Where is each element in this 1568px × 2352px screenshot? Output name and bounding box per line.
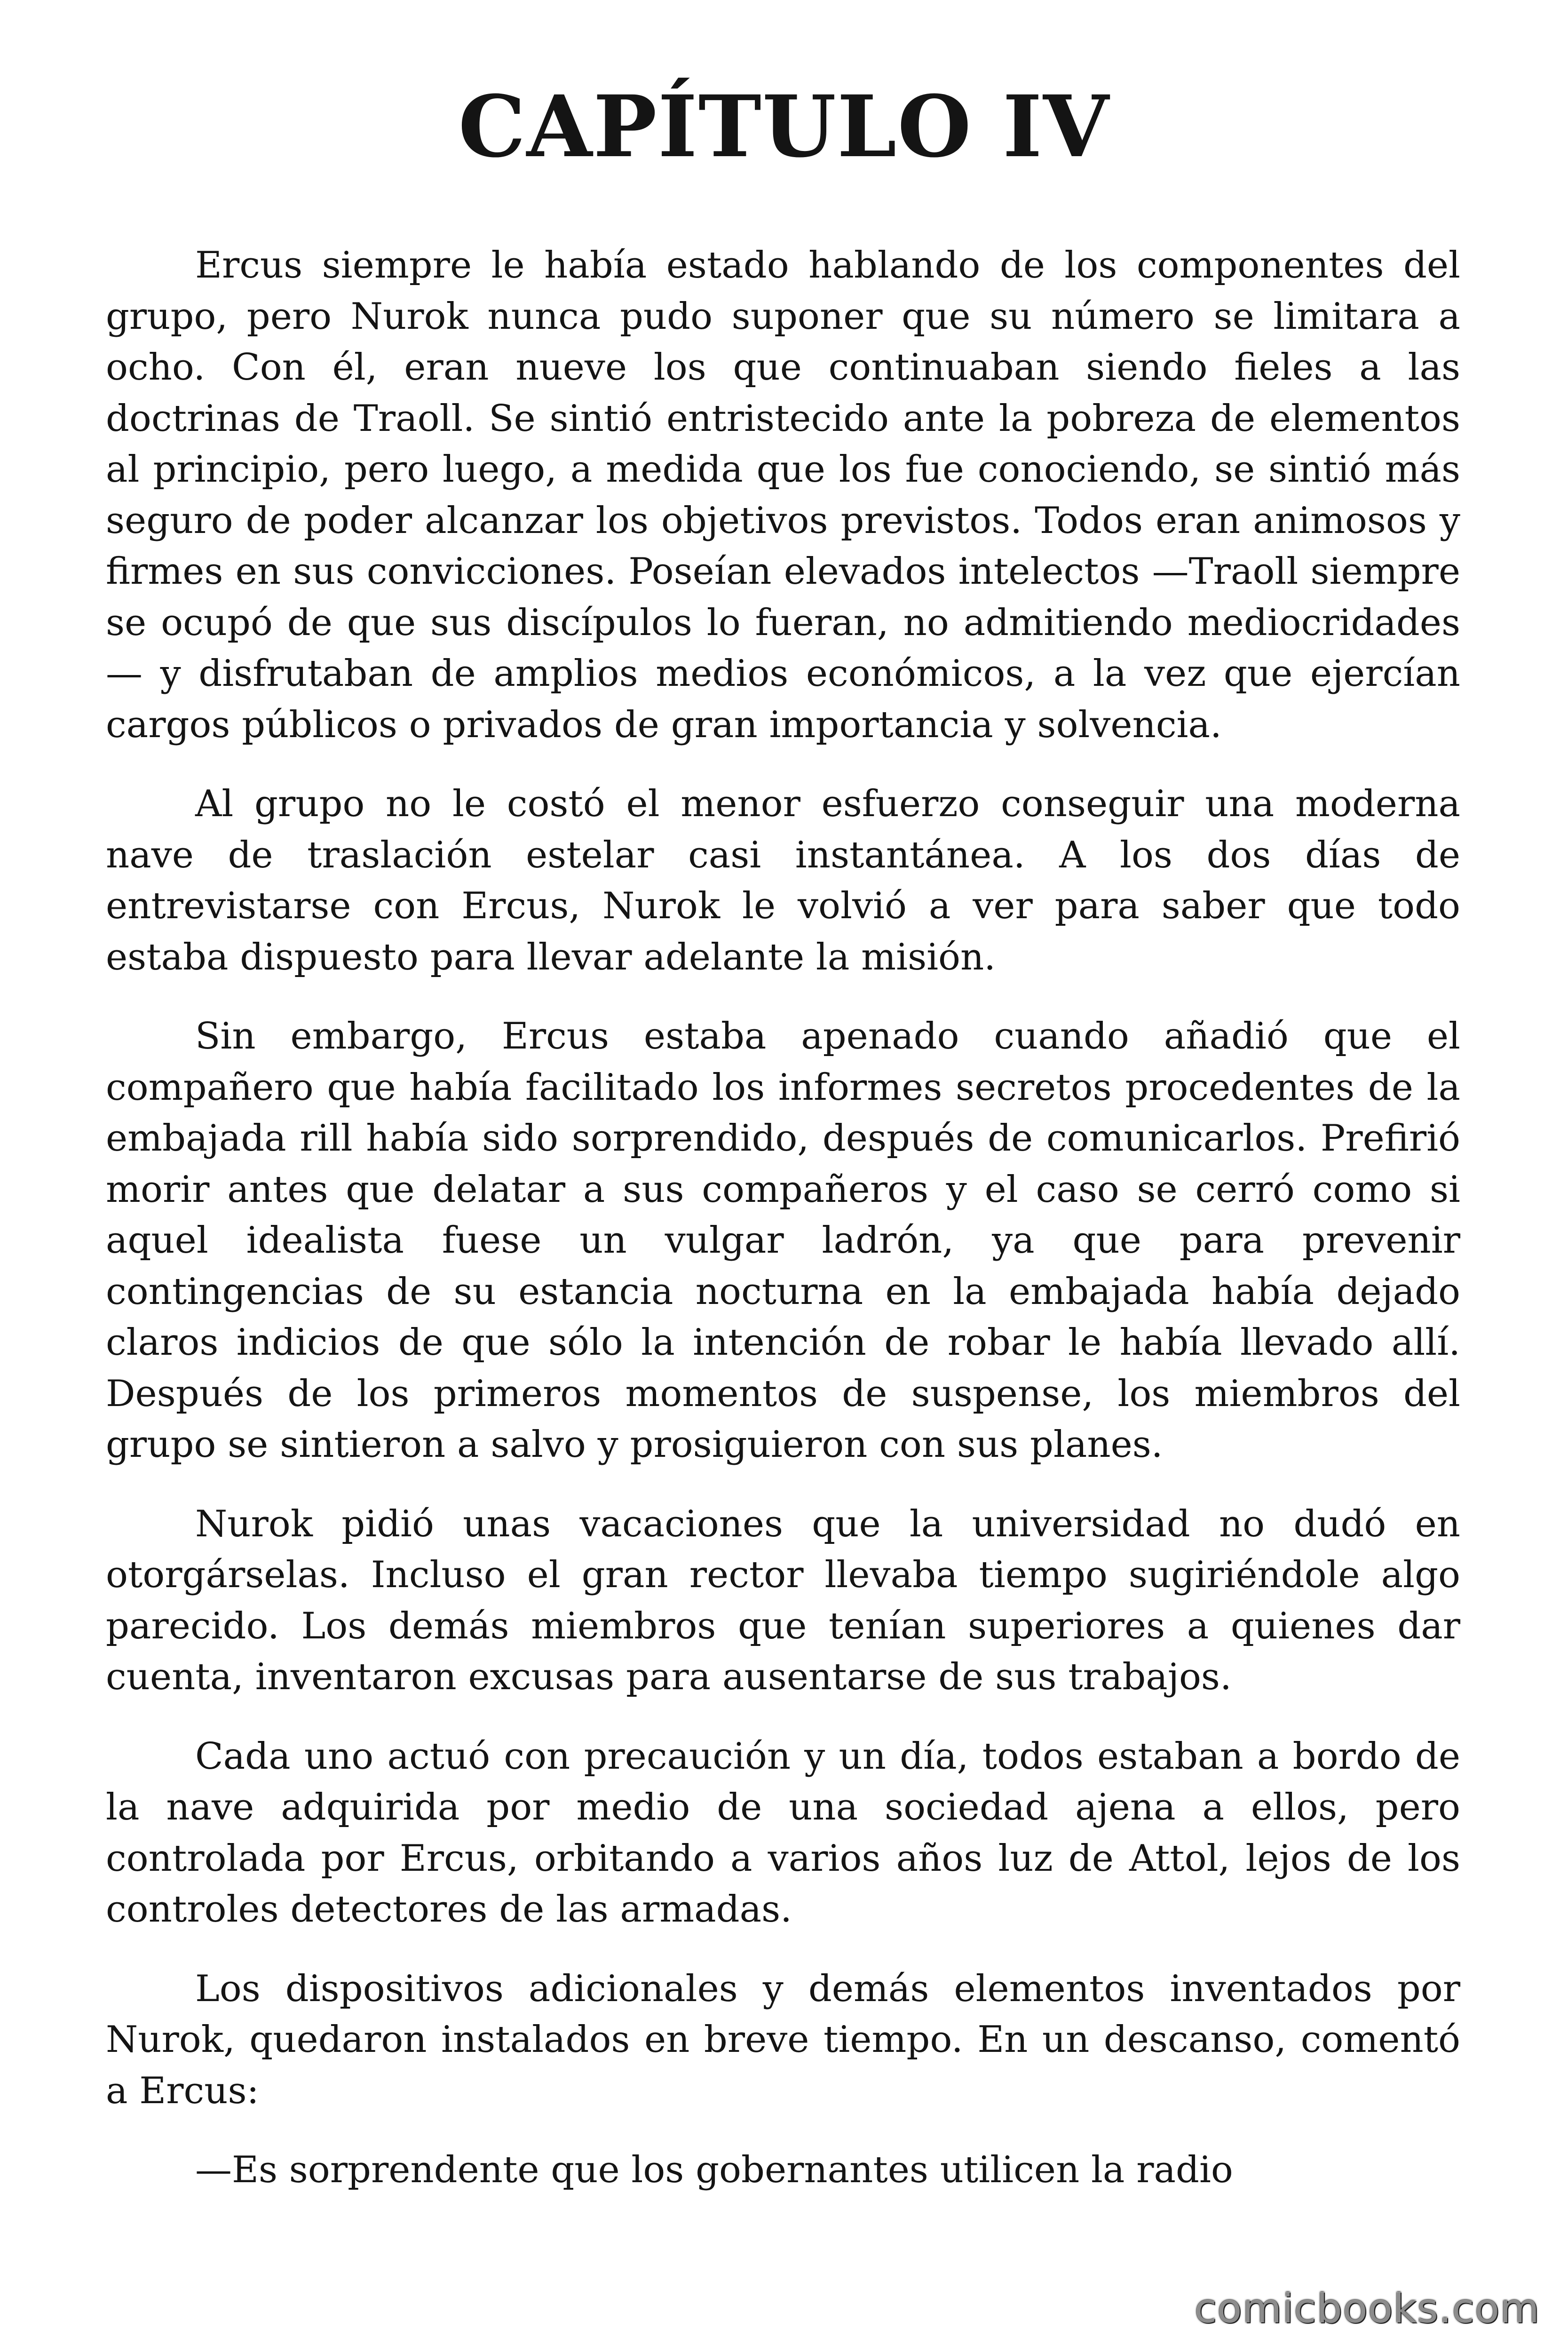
paragraph: Sin embargo, Ercus estaba apenado cuando añadió que el compañero que había facilitado los informes secretos procedentes de la embajada rill había sido sorprendido, después de comunicarlos. Prefirió morir antes que delatar a sus compañeros y el caso se cerró como si aquel idealista fuese un vulgar ladrón, ya que para prevenir contingencias de su estancia nocturna en la embajada había dejado claros indicios de que sólo la intención de robar le había llevado allí. Después de los primeros momentos de suspense, los miembros del grupo se sintieron a salvo y prosiguieron con sus planes.	[106, 1015, 1460, 1466]
paragraph: Ercus siempre le había estado hablando de los componentes del grupo, pero Nurok nunca pudo suponer que su número se limitara a ocho. Con él, eran nueve los que continuaban siendo fieles a las doctrinas de Traoll. Se sintió entristecido ante la pobreza de elementos al principio, pero luego, a medida que los fue conociendo, se sintió más seguro de poder alcanzar los objetivos previstos. Todos eran animosos y firmes en sus convicciones. Poseían elevados intelectos —Traoll siempre se ocupó de que sus discípulos lo fueran, no admitiendo mediocridades— y disfrutaban de amplios medios económicos, a la vez que ejercían cargos públicos o privados de gran importancia y solvencia.	[106, 244, 1460, 746]
paragraph: Los dispositivos adicionales y demás elementos inventados por Nurok, quedaron instalados en breve tiempo. En un descanso, comentó a Ercus:	[106, 1967, 1460, 2112]
watermark: comicbooks.com	[1194, 2285, 1540, 2332]
paragraph: Nurok pidió unas vacaciones que la universidad no dudó en otorgárselas. Incluso el gran rector llevaba tiempo sugiriéndole algo parecido. Los demás miembros que tenían superiores a quienes dar cuenta, inventaron excusas para ausentarse de sus trabajos.	[106, 1502, 1460, 1698]
paragraph: Al grupo no le costó el menor esfuerzo conseguir una moderna nave de traslación estelar casi instantánea. A los dos días de entrevistarse con Ercus, Nurok le volvió a ver para saber que todo estaba dispuesto para llevar adelante la misión.	[106, 783, 1460, 978]
chapter-body	[106, 240, 1460, 2224]
chapter-title: CAPÍTULO IV	[458, 77, 1110, 176]
paragraph: Cada uno actuó con precaución y un día, todos estaban a bordo de la nave adquirida por medio de una sociedad ajena a ellos, pero controlada por Ercus, orbitando a varios años luz de Attol, lejos de los controles detectores de las armadas.	[106, 1735, 1460, 1931]
paragraph-continued: —Es sorprendente que los gobernantes utilicen la radio	[195, 2149, 1233, 2191]
